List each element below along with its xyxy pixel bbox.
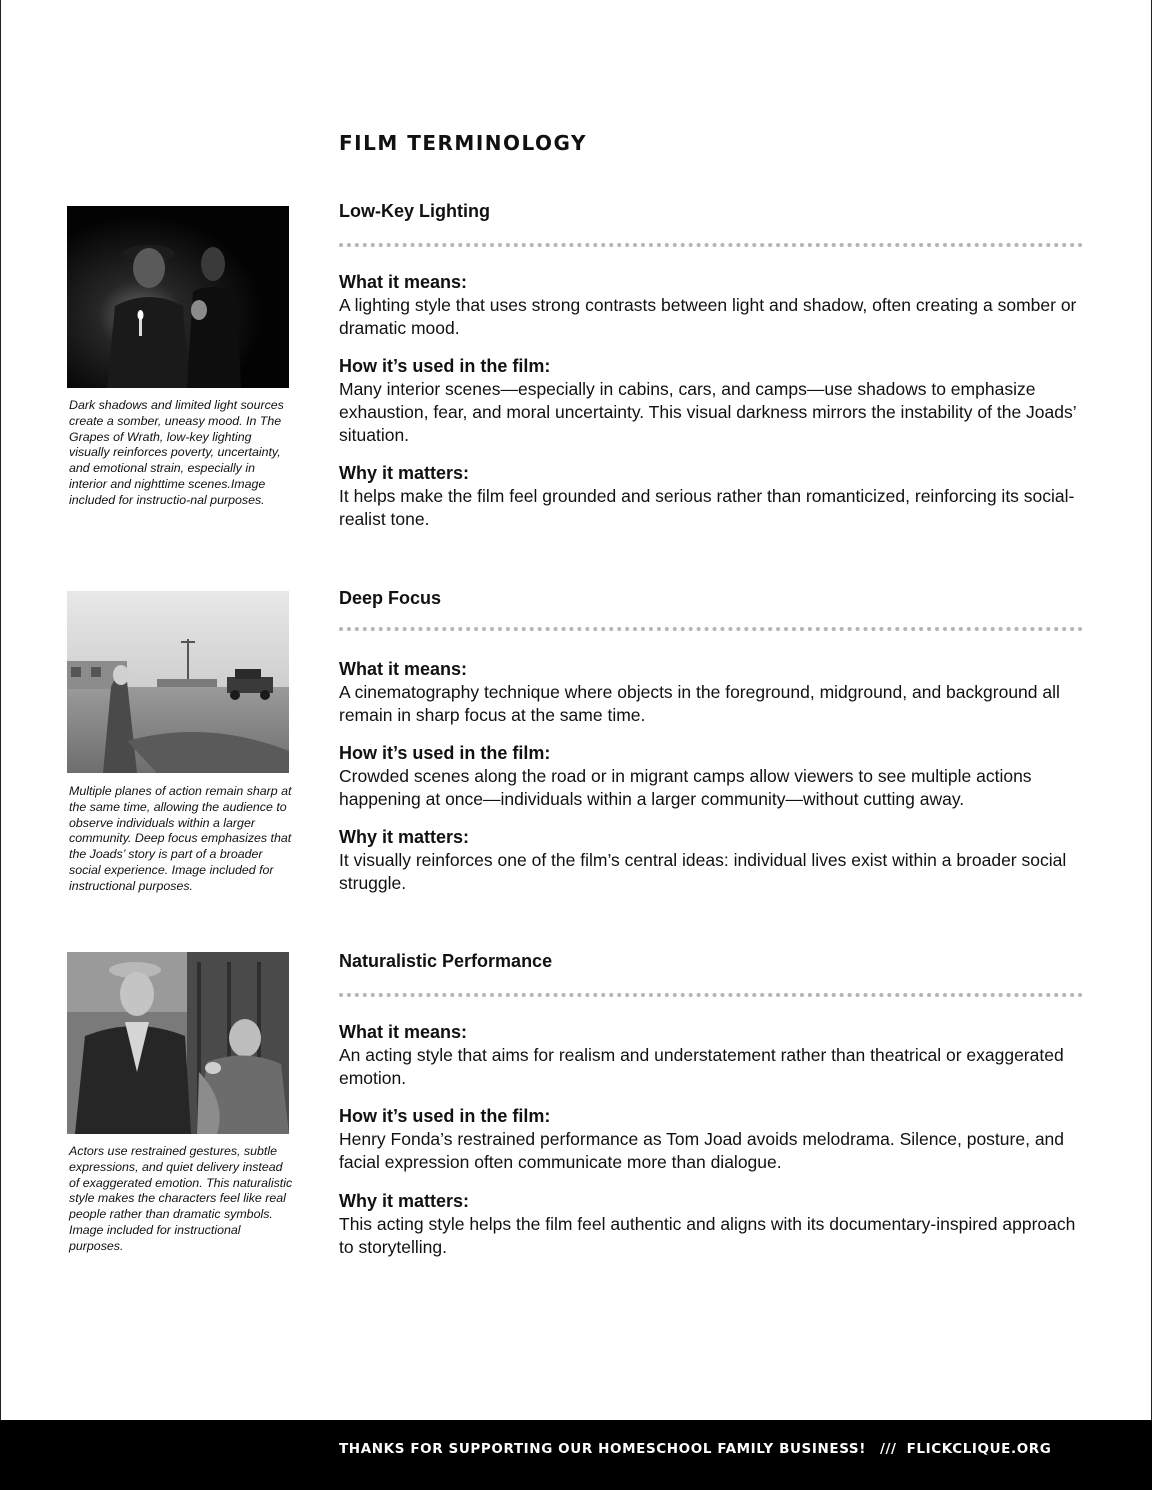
page-title: FILM TERMINOLOGY (339, 131, 587, 155)
footer-website-link[interactable]: FLICKCLIQUE.ORG (906, 1441, 1052, 1457)
footer-bar (0, 1420, 1152, 1490)
what-it-means-text: An acting style that aims for realism and understatement rather than theatrical or exaggerated emotion. (339, 1045, 1064, 1088)
low-key-lighting-photo (67, 206, 289, 388)
how-used-text: Crowded scenes along the road or in migrant camps allow viewers to see multiple actions happening at once—individuals within a larger community—without cutting away. (339, 766, 1032, 809)
how-used-block (339, 742, 1084, 811)
why-matters-text: It helps make the film feel grounded and serious rather than romanticized, reinforcing its social-realist tone. (339, 486, 1075, 529)
what-it-means-text: A lighting style that uses strong contrasts between light and shadow, often creating a somber or dramatic mood. (339, 295, 1077, 338)
why-matters-label: Why it matters: (339, 827, 470, 847)
how-used-block (339, 355, 1084, 447)
how-used-text: Henry Fonda’s restrained performance as Tom Joad avoids melodrama. Silence, posture, and facial expression often communicate more than dialogue. (339, 1129, 1065, 1172)
what-it-means-label: What it means: (339, 272, 468, 292)
why-matters-text: It visually reinforces one of the film’s central ideas: individual lives exist within a broader social struggle. (339, 850, 1067, 893)
footer-message: THANKS FOR SUPPORTING OUR HOMESCHOOL FAMILY BUSINESS! (339, 1441, 866, 1457)
what-it-means-label: What it means: (339, 659, 468, 679)
why-matters-block (339, 462, 1084, 531)
why-matters-label: Why it matters: (339, 463, 470, 483)
how-used-label: How it’s used in the film: (339, 356, 551, 376)
naturalistic-performance-photo (67, 952, 289, 1134)
low-key-lighting-caption: Dark shadows and limited light sources create a somber, uneasy mood. In The Grapes of Wrath, low-key lighting visually reinforces poverty, uncertainty, and emotional strain, especially in interior and nighttime scenes.Image included for instructio-nal purposes. (69, 398, 284, 507)
how-used-label: How it’s used in the film: (339, 1106, 551, 1126)
what-it-means-text: A cinematography technique where objects in the foreground, midground, and background all remain in sharp focus at the same time. (339, 682, 1060, 725)
what-it-means-block (339, 658, 1084, 727)
what-it-means-label: What it means: (339, 1022, 468, 1042)
how-used-text: Many interior scenes—especially in cabins, cars, and camps—use shadows to emphasize exhaustion, fear, and moral uncertainty. This visual darkness mirrors the instability of the Joads’ situation. (339, 379, 1076, 445)
how-used-label: How it’s used in the film: (339, 743, 551, 763)
term-heading: Naturalistic Performance (339, 951, 553, 971)
why-matters-text: This acting style helps the film feel authentic and aligns with its documentary-inspired approach to storytelling. (339, 1214, 1076, 1257)
why-matters-block (339, 1190, 1084, 1259)
dotted-divider (339, 627, 1083, 631)
term-heading: Low-Key Lighting (339, 201, 490, 221)
dotted-divider (339, 993, 1083, 997)
naturalistic-performance-caption: Actors use restrained gestures, subtle expressions, and quiet delivery instead of exaggerated emotion. This naturalistic style makes the characters feel like real people rather than dramatic symbols. Image included for instructional purposes. (69, 1144, 293, 1253)
dotted-divider (339, 243, 1083, 247)
why-matters-label: Why it matters: (339, 1191, 470, 1211)
term-heading: Deep Focus (339, 588, 442, 608)
footer-text (339, 1441, 1051, 1457)
deep-focus-photo (67, 591, 289, 773)
what-it-means-block (339, 271, 1084, 340)
how-used-block (339, 1105, 1084, 1174)
what-it-means-block (339, 1021, 1084, 1090)
deep-focus-caption: Multiple planes of action remain sharp at the same time, allowing the audience to observe individuals within a larger community. Deep focus emphasizes that the Joads’ story is part of a broader social experience. Image included for instructional purposes. (69, 784, 292, 893)
footer-separator: /// (880, 1441, 897, 1457)
why-matters-block (339, 826, 1084, 895)
